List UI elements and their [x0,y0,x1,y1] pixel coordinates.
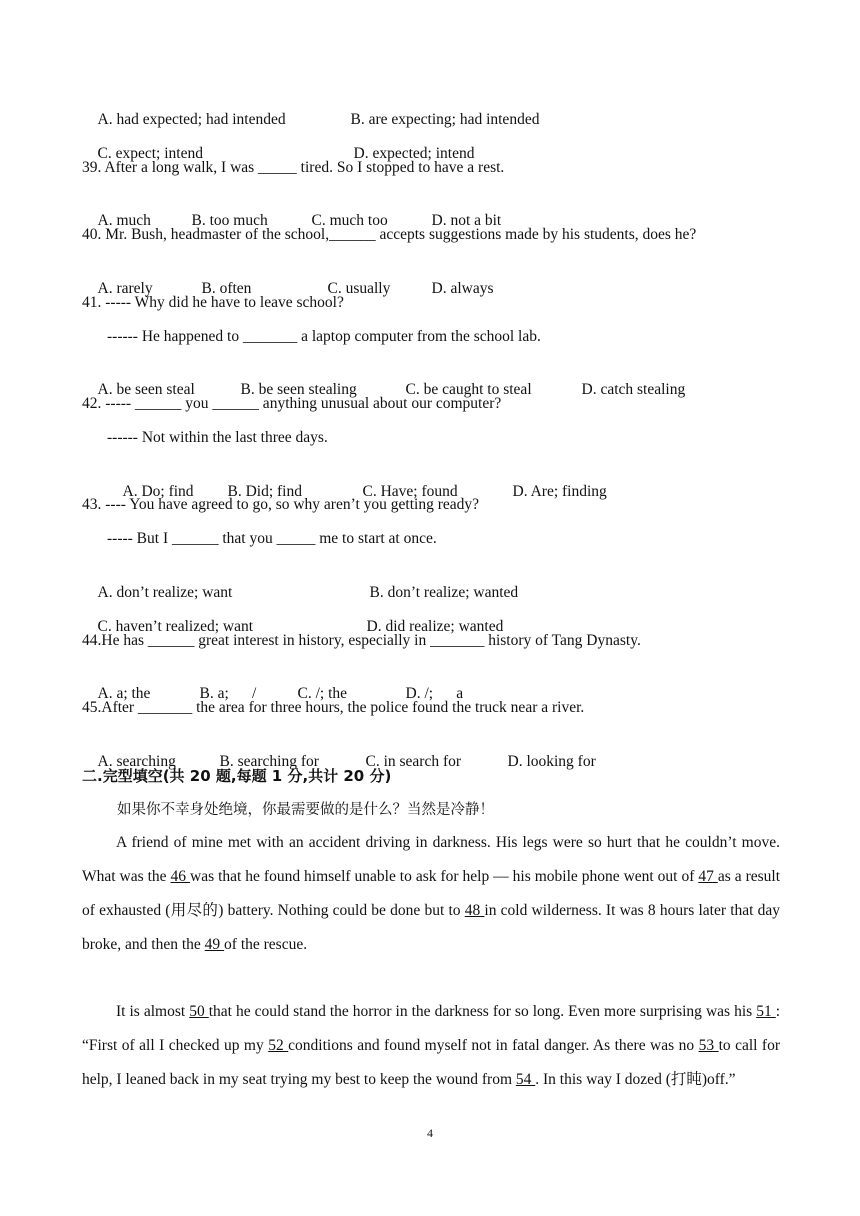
option-d: D. catch stealing [581,381,686,398]
passage-text: : “First of all I checked up my [82,1003,781,1054]
option-d: D. Are; finding [512,483,607,500]
blank-50: 50 [189,1003,209,1020]
passage-text: as a result of exhausted (用尽的) battery. Nothing could be done but to [82,868,781,919]
option-c: C. haven’t realized; want [97,618,254,635]
option-d: D. expected; intend [353,145,475,162]
option-a: A. searching [97,753,176,770]
option-b: B. a; / [199,685,257,702]
option-a: A. don’t realize; want [97,584,233,601]
blank-49: 49 [204,936,225,953]
option-a: A. be seen steal [97,381,195,398]
passage-text: A friend of mine met with an accident driving in darkness. His legs were so hurt that he couldn’t move. What was the [82,834,780,885]
option-b: B. often [201,280,252,297]
option-b: B. be seen stealing [240,381,357,398]
question-44: 44.He has ______ great interest in history, especially in _______ history of Tang Dynasty. [82,632,641,649]
option-c: C. be caught to steal [405,381,532,398]
question-42: 42. ----- ______ you ______ anything unusual about our computer? [82,395,502,412]
option-a: A. Do; find [122,483,194,500]
passage-text: of the rescue. [224,936,308,953]
option-b: B. too much [191,212,268,229]
question-42-reply: ------ Not within the last three days. [107,429,328,446]
option-c: C. expect; intend [97,145,203,162]
page-number: 4 [427,1126,433,1140]
option-a: A. much [97,212,151,229]
blank-48: 48 [464,902,485,919]
option-b: B. are expecting; had intended [350,111,540,128]
option-c: C. usually [327,280,391,297]
blank-54: 54 [515,1071,536,1088]
option-b: B. Did; find [227,483,302,500]
question-41: 41. ----- Why did he have to leave school? [82,294,344,311]
option-b: B. searching for [219,753,319,770]
question-39: 39. After a long walk, I was _____ tired. So I stopped to have a rest. [82,159,505,176]
passage-paragraph-1 [82,826,780,962]
question-43-reply: ----- But I ______ that you _____ me to start at once. [107,530,437,547]
option-a: A. had expected; had intended [97,111,286,128]
passage-text: to call for help, I leaned back in my seat trying my best to keep the wound from [82,1037,780,1088]
question-45: 45.After _______ the area for three hours, the police found the truck near a river. [82,699,585,716]
option-c: C. /; the [297,685,348,702]
option-d: D. not a bit [431,212,502,229]
option-c: C. in search for [365,753,462,770]
blank-51: 51 [756,1003,776,1020]
option-d: D. did realize; wanted [366,618,504,635]
passage-text: . In this way I dozed (打盹)off.” [535,1071,736,1088]
option-c: C. Have; found [362,483,458,500]
question-40: 40. Mr. Bush, headmaster of the school,______ accepts suggestions made by his students, does he? [82,226,697,243]
blank-47: 47 [698,868,718,885]
section-heading: 二.完型填空(共 20 题,每题 1 分,共计 20 分) [82,767,392,785]
passage-text: It is almost [116,1003,190,1020]
option-d: D. always [431,280,494,297]
passage-text: in cold wilderness. It was 8 hours later that day broke, and then the [82,902,781,953]
option-c: C. much too [311,212,388,229]
passage-text: that he could stand the horror in the darkness for so long. Even more surprising was his [208,1003,757,1020]
passage-paragraph-2 [82,995,780,1097]
question-41-reply: ------ He happened to _______ a laptop computer from the school lab. [107,328,541,345]
passage-text: was that he found himself unable to ask for help — his mobile phone went out of [190,868,699,885]
option-d: D. /; a [405,685,464,702]
option-a: A. a; the [97,685,151,702]
section-intro: 如果你不幸身处绝境，你最需要做的是什么？当然是冷静！ [117,802,494,818]
option-d: D. looking for [507,753,596,770]
blank-53: 53 [698,1037,719,1054]
option-a: A. rarely [97,280,153,297]
blank-52: 52 [268,1037,289,1054]
passage-text: conditions and found myself not in fatal danger. As there was no [288,1037,699,1054]
option-b: B. don’t realize; wanted [369,584,519,601]
blank-46: 46 [170,868,191,885]
question-43: 43. ---- You have agreed to go, so why aren’t you getting ready? [82,496,480,513]
